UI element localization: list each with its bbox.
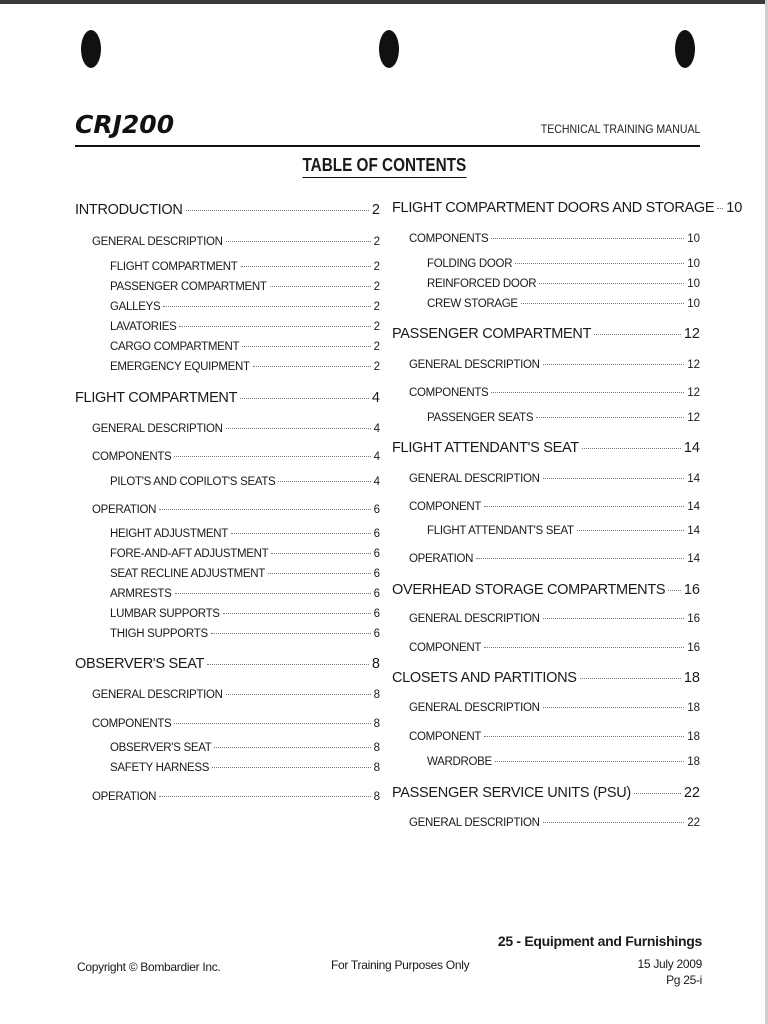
toc-entry-item[interactable] — [110, 608, 380, 620]
toc-entry-title: PASSENGER SEATS — [427, 412, 534, 424]
toc-entry-subsection[interactable] — [409, 359, 700, 371]
dot-leader — [543, 707, 685, 708]
dot-leader — [543, 364, 685, 365]
dot-leader — [484, 736, 684, 737]
toc-entry-page: 4 — [373, 423, 380, 435]
toc-entry-page: 4 — [373, 451, 380, 463]
toc-entry-item[interactable] — [110, 341, 380, 353]
toc-entry-title: PILOT'S AND COPILOT'S SEATS — [110, 476, 276, 488]
toc-entry-item[interactable] — [110, 528, 380, 540]
toc-entry-subsection[interactable] — [409, 233, 700, 245]
toc-entry-subsection[interactable] — [92, 689, 380, 701]
toc-entry-title: REINFORCED DOOR — [427, 278, 537, 290]
toc-entry-subsection[interactable] — [409, 642, 700, 654]
toc-entry-item[interactable] — [110, 762, 380, 774]
toc-entry-title: OPERATION — [92, 504, 157, 516]
toc-entry-item[interactable] — [427, 278, 700, 290]
toc-entry-subsection[interactable] — [409, 702, 700, 714]
toc-entry-title: FLIGHT COMPARTMENT — [110, 261, 238, 273]
toc-entry-page: 6 — [373, 588, 380, 600]
toc-entry-title: GENERAL DESCRIPTION — [409, 817, 540, 829]
toc-entry-title: FOLDING DOOR — [427, 258, 513, 270]
dot-leader — [214, 747, 370, 748]
toc-entry-page: 6 — [373, 528, 380, 540]
toc-entry-page: 16 — [687, 642, 700, 654]
toc-entry-item[interactable] — [110, 321, 380, 333]
dot-leader — [543, 618, 685, 619]
toc-entry-title: GENERAL DESCRIPTION — [409, 359, 540, 371]
dot-leader — [268, 573, 371, 574]
toc-entry-title: GENERAL DESCRIPTION — [409, 613, 540, 625]
toc-entry-page: 2 — [373, 301, 380, 313]
toc-entry-page: 8 — [373, 762, 380, 774]
toc-entry-page: 8 — [373, 718, 380, 730]
dot-leader — [226, 241, 371, 242]
toc-entry-subsection[interactable] — [92, 451, 380, 463]
toc-entry-page: 10 — [726, 200, 743, 216]
toc-heading-wrap — [0, 155, 768, 178]
toc-entry-title: GENERAL DESCRIPTION — [92, 236, 223, 248]
toc-entry-subsection[interactable] — [92, 791, 380, 803]
binder-hole — [81, 30, 101, 68]
toc-entry-item[interactable] — [110, 628, 380, 640]
toc-entry-section[interactable] — [392, 670, 700, 686]
toc-entry-subsection[interactable] — [409, 817, 700, 829]
toc-entry-title: COMPONENTS — [409, 233, 489, 245]
toc-entry-item[interactable] — [427, 756, 700, 768]
toc-entry-page: 12 — [683, 326, 700, 342]
toc-entry-page: 16 — [683, 582, 700, 598]
toc-entry-item[interactable] — [110, 361, 380, 373]
dot-leader — [186, 210, 369, 211]
toc-entry-item[interactable] — [427, 412, 700, 424]
dot-leader — [476, 558, 684, 559]
toc-entry-title: FLIGHT ATTENDANT'S SEAT — [427, 525, 574, 537]
dot-leader — [241, 266, 371, 267]
toc-entry-subsection[interactable] — [409, 501, 700, 513]
toc-entry-item[interactable] — [110, 548, 380, 560]
dot-leader — [491, 238, 684, 239]
toc-entry-title: FLIGHT COMPARTMENT — [75, 390, 238, 406]
toc-entry-title: COMPONENT — [409, 501, 482, 513]
toc-entry-page: 2 — [373, 261, 380, 273]
dot-leader — [668, 590, 681, 591]
toc-entry-title: GENERAL DESCRIPTION — [92, 689, 223, 701]
dot-leader — [179, 326, 370, 327]
dot-leader — [543, 478, 685, 479]
toc-entry-item[interactable] — [110, 301, 380, 313]
toc-entry-section[interactable] — [392, 582, 700, 598]
toc-entry-title: COMPONENTS — [409, 387, 489, 399]
dot-leader — [211, 633, 371, 634]
toc-entry-subsection[interactable] — [409, 553, 700, 565]
toc-entry-title: OPERATION — [92, 791, 157, 803]
toc-entry-page: 12 — [687, 359, 700, 371]
dot-leader — [278, 481, 370, 482]
toc-entry-subsection[interactable] — [409, 613, 700, 625]
toc-entry-title: OBSERVER'S SEAT — [110, 742, 212, 754]
toc-entry-title: COMPONENT — [409, 642, 482, 654]
toc-entry-page: 14 — [687, 501, 700, 513]
toc-entry-item[interactable] — [110, 568, 380, 580]
toc-entry-page: 18 — [687, 756, 700, 768]
toc-entry-title: CREW STORAGE — [427, 298, 518, 310]
toc-entry-item[interactable] — [110, 261, 380, 273]
dot-leader — [271, 553, 370, 554]
toc-entry-item[interactable] — [110, 742, 380, 754]
toc-entry-title: CLOSETS AND PARTITIONS — [392, 670, 577, 686]
toc-entry-title: GENERAL DESCRIPTION — [409, 702, 540, 714]
toc-entry-subsection[interactable] — [92, 718, 380, 730]
dot-leader — [582, 448, 681, 449]
toc-entry-title: FLIGHT COMPARTMENT DOORS AND STORAGE — [392, 200, 715, 216]
toc-entry-title: ARMRESTS — [110, 588, 172, 600]
toc-entry-page: 6 — [373, 568, 380, 580]
toc-entry-title: FLIGHT ATTENDANT'S SEAT — [392, 440, 579, 456]
dot-leader — [223, 613, 371, 614]
page-top-edge — [0, 0, 768, 4]
toc-entry-title: GENERAL DESCRIPTION — [409, 473, 540, 485]
toc-entry-page: 10 — [687, 278, 700, 290]
revision-date: 15 July 2009 — [637, 957, 702, 971]
toc-entry-title: CARGO COMPARTMENT — [110, 341, 240, 353]
toc-entry-title: OVERHEAD STORAGE COMPARTMENTS — [392, 582, 666, 598]
toc-entry-title: SAFETY HARNESS — [110, 762, 210, 774]
toc-entry-page: 22 — [683, 785, 700, 801]
toc-entry-page: 2 — [373, 236, 380, 248]
toc-entry-page: 6 — [373, 608, 380, 620]
toc-entry-title: PASSENGER COMPARTMENT — [110, 281, 267, 293]
binder-hole — [675, 30, 695, 68]
toc-entry-subsection[interactable] — [92, 236, 380, 248]
dot-leader — [159, 509, 370, 510]
binder-hole — [379, 30, 399, 68]
toc-entry-title: OBSERVER'S SEAT — [75, 656, 205, 672]
dot-leader — [521, 303, 684, 304]
dot-leader — [495, 761, 684, 762]
dot-leader — [484, 647, 684, 648]
dot-leader — [174, 456, 370, 457]
toc-entry-title: PASSENGER SERVICE UNITS (PSU) — [392, 785, 631, 801]
toc-entry-item[interactable] — [110, 588, 380, 600]
toc-entry-item[interactable] — [110, 476, 380, 488]
toc-entry-subsection[interactable] — [409, 387, 700, 399]
dot-leader — [163, 306, 370, 307]
dot-leader — [212, 767, 370, 768]
toc-entry-title: GALLEYS — [110, 301, 161, 313]
page-number: Pg 25-i — [666, 973, 702, 987]
toc-entry-title: COMPONENTS — [92, 451, 172, 463]
toc-entry-section[interactable] — [75, 390, 380, 406]
toc-entry-item[interactable] — [427, 298, 700, 310]
toc-entry-page: 2 — [373, 281, 380, 293]
toc-entry-title: THIGH SUPPORTS — [110, 628, 208, 640]
training-notice: For Training Purposes Only — [331, 958, 470, 972]
toc-entry-item[interactable] — [110, 281, 380, 293]
toc-entry-page: 14 — [683, 440, 700, 456]
dot-leader — [226, 694, 371, 695]
dot-leader — [515, 263, 684, 264]
toc-entry-page: 8 — [373, 791, 380, 803]
toc-entry-page: 18 — [683, 670, 700, 686]
dot-leader — [270, 286, 371, 287]
toc-entry-page: 10 — [687, 298, 700, 310]
toc-entry-page: 12 — [687, 387, 700, 399]
toc-entry-title: OPERATION — [409, 553, 474, 565]
toc-entry-page: 14 — [687, 553, 700, 565]
copyright-text: Copyright © Bombardier Inc. — [77, 960, 221, 974]
toc-entry-title: COMPONENTS — [92, 718, 172, 730]
toc-entry-page: 8 — [373, 742, 380, 754]
dot-leader — [491, 392, 684, 393]
toc-entry-section[interactable] — [75, 202, 380, 218]
toc-entry-page: 10 — [687, 258, 700, 270]
toc-entry-title: INTRODUCTION — [75, 202, 183, 218]
toc-heading: TABLE OF CONTENTS — [302, 155, 466, 178]
toc-entry-page: 2 — [373, 361, 380, 373]
toc-entry-title: PASSENGER COMPARTMENT — [392, 326, 592, 342]
dot-leader — [231, 533, 371, 534]
toc-entry-page: 18 — [687, 702, 700, 714]
toc-entry-subsection[interactable] — [92, 423, 380, 435]
dot-leader — [484, 506, 684, 507]
brand-logo: CRJ200 — [75, 110, 175, 139]
toc-entry-page: 2 — [371, 202, 380, 218]
dot-leader — [717, 208, 723, 209]
toc-entry-page: 4 — [371, 390, 380, 406]
toc-entry-subsection[interactable] — [92, 504, 380, 516]
dot-leader — [634, 793, 681, 794]
toc-entry-page: 16 — [687, 613, 700, 625]
toc-entry-title: FORE-AND-AFT ADJUSTMENT — [110, 548, 269, 560]
toc-entry-page: 12 — [687, 412, 700, 424]
toc-entry-title: LUMBAR SUPPORTS — [110, 608, 220, 620]
dot-leader — [594, 334, 681, 335]
dot-leader — [253, 366, 371, 367]
toc-entry-page: 14 — [687, 473, 700, 485]
toc-entry-section[interactable] — [392, 440, 700, 456]
toc-entry-page: 22 — [687, 817, 700, 829]
toc-entry-section[interactable] — [392, 200, 743, 216]
toc-entry-page: 6 — [373, 628, 380, 640]
manual-title: TECHNICAL TRAINING MANUAL — [540, 122, 700, 136]
toc-entry-page: 10 — [687, 233, 700, 245]
toc-entry-page: 4 — [373, 476, 380, 488]
dot-leader — [174, 723, 370, 724]
dot-leader — [240, 398, 369, 399]
dot-leader — [242, 346, 370, 347]
dot-leader — [175, 593, 371, 594]
toc-entry-subsection[interactable] — [409, 731, 700, 743]
toc-entry-page: 8 — [373, 689, 380, 701]
toc-entry-section[interactable] — [75, 656, 380, 672]
toc-entry-item[interactable] — [427, 525, 700, 537]
toc-entry-section[interactable] — [392, 785, 700, 801]
toc-entry-page: 2 — [373, 341, 380, 353]
dot-leader — [159, 796, 370, 797]
toc-entry-title: LAVATORIES — [110, 321, 177, 333]
dot-leader — [580, 678, 681, 679]
toc-entry-title: WARDROBE — [427, 756, 492, 768]
toc-entry-title: SEAT RECLINE ADJUSTMENT — [110, 568, 265, 580]
toc-entry-title: COMPONENT — [409, 731, 482, 743]
toc-entry-page: 18 — [687, 731, 700, 743]
toc-entry-item[interactable] — [427, 258, 700, 270]
dot-leader — [207, 664, 369, 665]
chapter-title: 25 - Equipment and Furnishings — [497, 933, 702, 949]
toc-entry-title: GENERAL DESCRIPTION — [92, 423, 223, 435]
dot-leader — [577, 530, 684, 531]
dot-leader — [543, 822, 685, 823]
dot-leader — [226, 428, 371, 429]
dot-leader — [539, 283, 684, 284]
toc-entry-page: 6 — [373, 504, 380, 516]
toc-entry-page: 8 — [371, 656, 380, 672]
toc-entry-subsection[interactable] — [409, 473, 700, 485]
header-rule — [75, 145, 700, 147]
toc-entry-title: HEIGHT ADJUSTMENT — [110, 528, 229, 540]
dot-leader — [536, 417, 684, 418]
toc-entry-section[interactable] — [392, 326, 700, 342]
toc-entry-page: 6 — [373, 548, 380, 560]
toc-entry-title: EMERGENCY EQUIPMENT — [110, 361, 250, 373]
toc-entry-page: 2 — [373, 321, 380, 333]
toc-entry-page: 14 — [687, 525, 700, 537]
